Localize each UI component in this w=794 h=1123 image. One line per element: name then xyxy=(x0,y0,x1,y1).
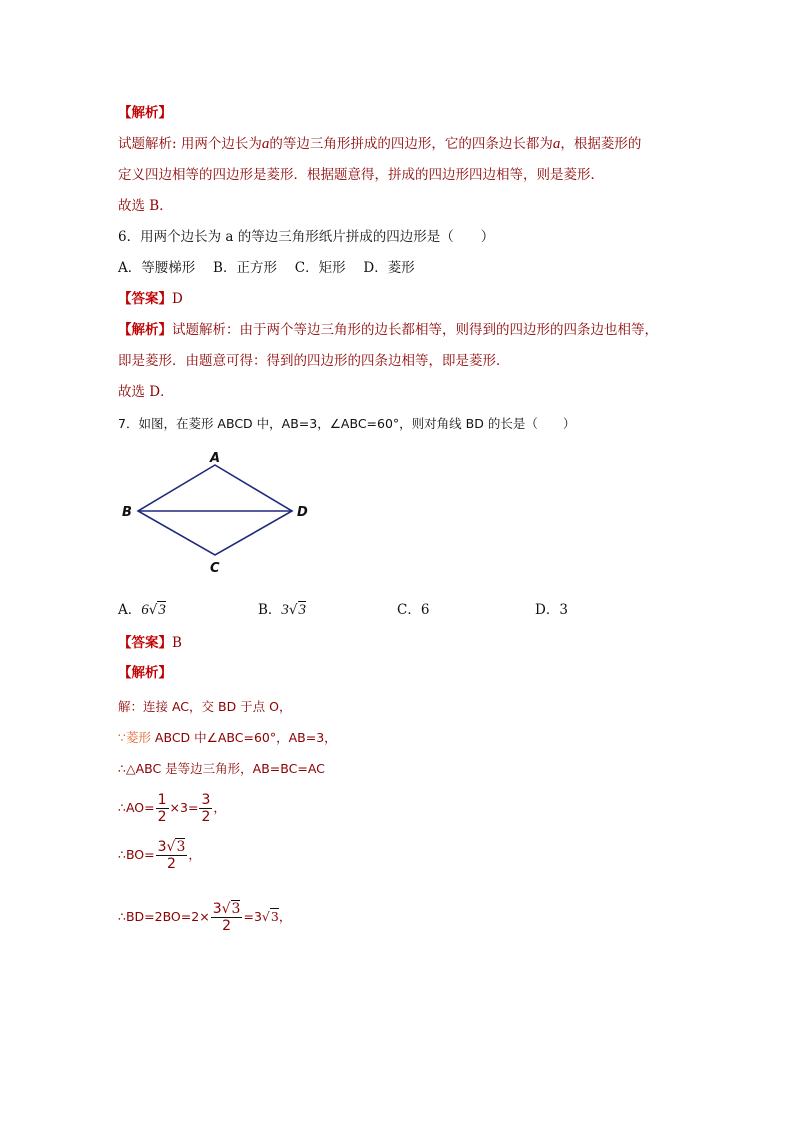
because-rhombus-text: ∵菱形 xyxy=(118,730,151,745)
jiexi-heading-7: 【解析】 xyxy=(118,665,172,681)
option-letter: B． xyxy=(258,602,282,618)
radicand: 3 xyxy=(176,839,186,855)
variable-a: a xyxy=(552,136,561,152)
solution-text: ， xyxy=(278,909,292,924)
answer-row-7 xyxy=(118,634,182,652)
explanation-line-1 xyxy=(118,135,641,153)
fraction-one-half xyxy=(156,792,169,825)
sqrt-symbol: √3 xyxy=(288,602,307,618)
radicand: 3 xyxy=(158,602,166,618)
explanation-6-line-1 xyxy=(118,321,658,339)
numerator xyxy=(211,901,243,918)
explanation-text: ，根据菱形的 xyxy=(560,136,642,152)
explanation-line-2: 定义四边相等的四边形是菱形．根据题意得，拼成的四边形四边相等，则是菱形． xyxy=(118,167,604,183)
question-6-stem: 6．用两个边长为 a 的等边三角形纸片拼成的四边形是（ ） xyxy=(118,229,495,245)
coef: 3 xyxy=(212,901,222,917)
solution-text: ×3= xyxy=(169,800,199,815)
numerator xyxy=(156,839,188,856)
denominator: 2 xyxy=(167,856,176,872)
explanation-6-line-2: 即是菱形．由题意可得：得到的四边形的四条边相等，即是菱形． xyxy=(118,353,510,369)
question-7-stem: 7．如图，在菱形 ABCD 中，AB=3，∠ABC=60°，则对角线 BD 的长是（ ） xyxy=(118,416,576,431)
fraction-bd xyxy=(211,901,243,934)
conclusion-1: 故选 B． xyxy=(118,198,173,214)
option-letter: A． xyxy=(118,602,142,618)
vertex-label-b: B xyxy=(122,505,132,520)
option-b xyxy=(258,598,306,619)
answer-value: B xyxy=(172,635,182,651)
fraction-three-halves xyxy=(199,792,212,825)
sqrt-symbol: √3 xyxy=(261,909,279,924)
variable-a: a xyxy=(261,136,270,152)
option-c: C．6 xyxy=(397,602,430,618)
conclusion-6: 故选 D． xyxy=(118,384,174,400)
radicand: 3 xyxy=(298,602,307,618)
jiexi-heading-1: 【解析】 xyxy=(118,105,172,121)
solution-text: ， xyxy=(188,847,201,862)
jiexi-tag: 【解析】 xyxy=(118,322,172,338)
sqrt-symbol: √3 xyxy=(221,901,241,917)
answer-row-6 xyxy=(118,290,183,308)
radicand: 3 xyxy=(231,901,241,917)
explanation-text: 试题解析：由于两个等边三角形的边长都相等，则得到的四边形的四条边也相等， xyxy=(172,322,658,338)
vertex-label-a: A xyxy=(210,451,221,466)
solution-text: ABCD 中∠ABC=60°，AB=3， xyxy=(150,730,337,745)
denominator: 2 xyxy=(157,809,167,825)
solution-line-2 xyxy=(118,729,337,747)
rhombus-outline xyxy=(138,465,292,555)
solution-text: ∴BO= xyxy=(118,847,155,862)
answer-tag: 【答案】 xyxy=(118,291,172,307)
option-coef: 3 xyxy=(281,602,289,618)
solution-line-6 xyxy=(118,897,291,937)
solution-line-4 xyxy=(118,788,226,828)
solution-text: ， xyxy=(213,800,226,815)
question-6-options: A．等腰梯形 B．正方形 C．矩形 D．菱形 xyxy=(118,260,415,276)
rhombus-figure xyxy=(110,440,330,580)
numerator: 1 xyxy=(157,792,167,808)
explanation-text: 试题解析: 用两个边长为 xyxy=(118,136,262,152)
option-a xyxy=(118,598,166,619)
solution-text: = xyxy=(243,909,254,924)
numerator: 3 xyxy=(201,792,211,808)
sqrt-symbol: √3 xyxy=(148,602,166,618)
vertex-label-d: D xyxy=(297,505,308,520)
denominator: 2 xyxy=(222,918,232,934)
coef: 3 xyxy=(157,839,167,855)
radicand: 3 xyxy=(270,909,279,924)
explanation-text: 的等边三角形拼成的四边形，它的四条边长都为 xyxy=(269,136,553,152)
solution-line-3: ∴△ABC 是等边三角形，AB=BC=AC xyxy=(118,761,325,776)
solution-text: ∴BD=2BO=2× xyxy=(118,909,210,924)
fraction-bo xyxy=(156,839,188,872)
solution-line-5 xyxy=(118,835,201,875)
answer-value: D xyxy=(172,291,183,307)
sqrt-symbol: √3 xyxy=(166,839,186,855)
solution-line-1: 解：连接 AC，交 BD 于点 O， xyxy=(118,699,292,714)
coef: 3 xyxy=(253,909,262,924)
answer-tag: 【答案】 xyxy=(118,635,172,651)
option-coef: 6 xyxy=(141,602,149,618)
solution-text: ∴AO= xyxy=(118,800,155,815)
denominator: 2 xyxy=(201,809,211,825)
option-d: D．3 xyxy=(535,602,568,618)
vertex-label-c: C xyxy=(210,561,220,576)
